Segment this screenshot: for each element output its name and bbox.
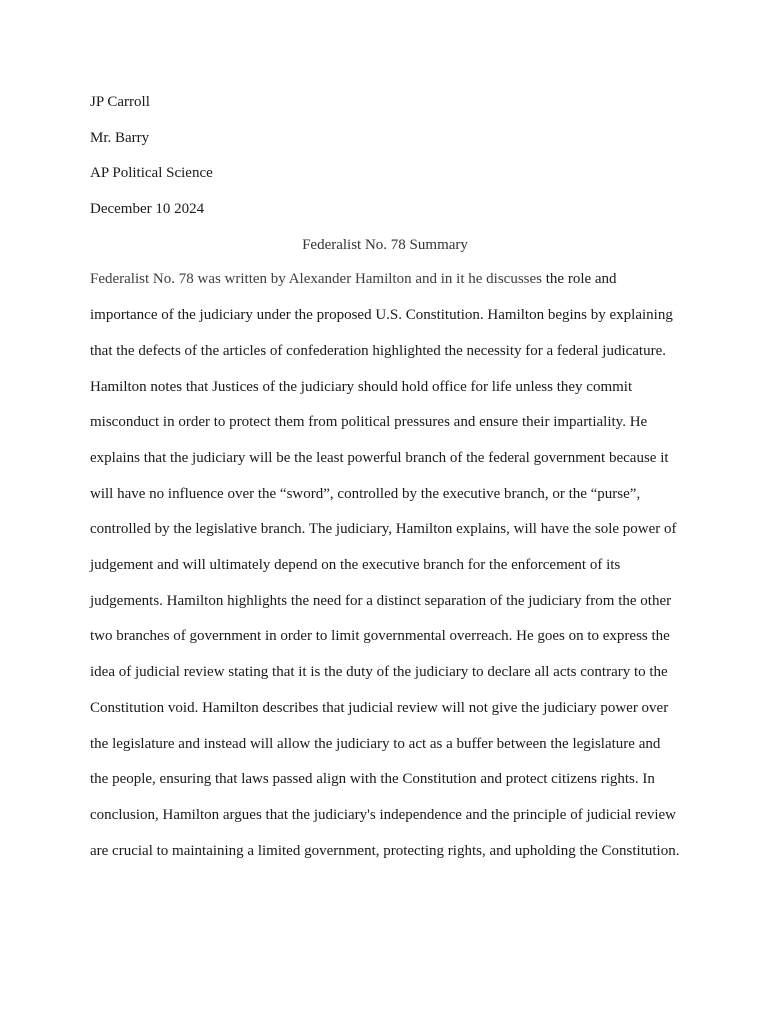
body-paragraph-rest: the role and importance of the judiciary under the proposed U.S. Constitution. Hamilton begins by explaining that the defects of the articles of confederation highlighted the necessity for a federal judicature. Hamilton notes that Justices of the judiciary should hold office for life unless they commit misconduct in order to protect them from political pressures and ensure their impartiality. He explains that the judiciary will be the least powerful branch of the federal government because it will have no influence over the “sword”, controlled by the executive branch, or the “purse”, controlled by the legislative branch. The judiciary, Hamilton explains, will have the sole power of judgement and will ultimately depend on the executive branch for the enforcement of its judgements. Hamilton highlights the need for a distinct separation of the judiciary from the other two branches of government in order to limit governmental overreach. He goes on to express the idea of judicial review stating that it is the duty of the judiciary to declare all acts contrary to the Constitution void. Hamilton describes that judicial review will not give the judiciary power over the legislature and instead will allow the judiciary to act as a buffer between the legislature and the people, ensuring that laws passed align with the Constitution and protect citizens rights. In conclusion, Hamilton argues that the judiciary's independence and the principle of judicial review are crucial to maintaining a limited government, protecting rights, and upholding the Constitution.: [90, 271, 680, 859]
author-name: JP Carroll: [90, 94, 150, 110]
document-content: [90, 91, 680, 869]
teacher-name: Mr. Barry: [90, 129, 150, 146]
document-title: Federalist No. 78 Summary: [302, 236, 468, 253]
document-date: December 10 2024: [90, 201, 205, 218]
body-paragraph-lead: Federalist No. 78 was written by Alexander Hamilton and in it he discusses: [90, 271, 542, 288]
body-paragraph: [90, 262, 680, 869]
course-name: AP Political Science: [90, 165, 213, 182]
